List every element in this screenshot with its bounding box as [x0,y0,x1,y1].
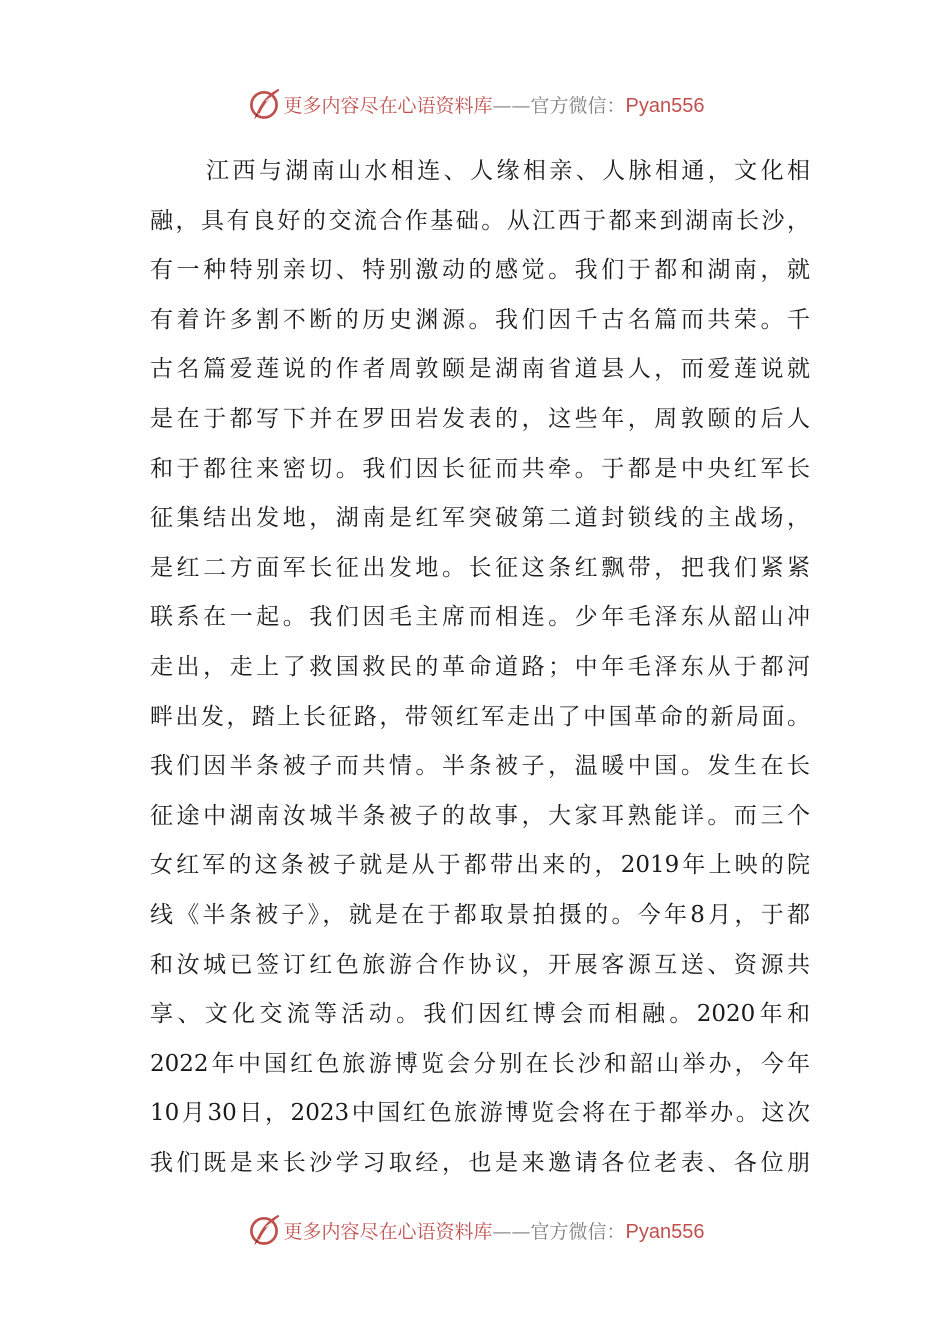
footer-banner-text [284,1217,705,1244]
text-line: 联系在一起。我们因毛主席而相连。少年毛泽东从韶山冲 [150,604,810,631]
text-line: 有着许多割不断的历史渊源。我们因千古名篇而共荣。千 [150,306,810,333]
text-line: 古名篇爱莲说的作者周敦颐是湖南省道县人，而爱莲说就 [150,356,810,383]
header-banner-text [284,91,705,118]
text-line: 线《半条被子》，就是在于都取景拍摄的。今年8月，于都 [150,901,810,928]
text-line: 征集结出发地，湖南是红军突破第二道封锁线的主战场， [150,505,810,532]
text-line: 江西与湖南山水相连、人缘相亲、人脉相通，文化相 [206,158,810,184]
text-line: 2022年中国红色旅游博览会分别在长沙和韶山举办，今年 [150,1050,810,1077]
header-wechat-id: Pyan556 [625,94,705,117]
text-line: 走出，走上了救国救民的革命道路；中年毛泽东从于都河 [150,653,810,680]
header-banner [0,82,950,126]
footer-official-label: 官方微信： [530,1220,626,1243]
text-line: 是在于都写下并在罗田岩发表的，这些年，周敦颐的后人 [150,405,810,432]
text-line: 畔出发，踏上长征路，带领红军走出了中国革命的新局面。 [150,703,810,730]
text-line: 10月30日，2023中国红色旅游博览会将在于都举办。这次 [150,1100,810,1127]
footer-wechat-id: Pyan556 [625,1220,705,1243]
text-line: 享、文化交流等活动。我们因红博会而相融。2020年和 [150,1001,810,1028]
text-line: 我们因半条被子而共情。半条被子，温暖中国。发生在长 [150,753,810,780]
header-site-text: 更多内容尽在心语资料库 [283,94,493,117]
text-line: 我们既是来长沙学习取经，也是来邀请各位老表、各位朋 [150,1149,810,1176]
text-line: 和汝城已签订红色旅游合作协议，开展客源互送、资源共 [150,951,810,978]
header-separator: —— [492,94,531,117]
text-line: 征途中湖南汝城半条被子的故事，大家耳熟能详。而三个 [150,802,810,829]
text-line: 女红军的这条被子就是从于都带出来的，2019年上映的院 [150,852,810,879]
header-official-label: 官方微信： [530,94,626,117]
text-line: 是红二方面军长征出发地。长征这条红飘带，把我们紧紧 [150,554,810,581]
footer-separator: —— [492,1220,531,1243]
quill-pen-circle-icon [246,86,282,122]
footer-banner [0,1208,950,1252]
quill-pen-circle-icon [246,1212,282,1248]
text-line: 有一种特别亲切、特别激动的感觉。我们于都和湖南，就 [150,257,810,284]
document-body [150,147,810,1188]
footer-site-text: 更多内容尽在心语资料库 [283,1220,493,1243]
text-line: 和于都往来密切。我们因长征而共牵。于都是中央红军长 [150,455,810,482]
text-line: 融，具有良好的交流合作基础。从江西于都来到湖南长沙， [150,207,810,234]
